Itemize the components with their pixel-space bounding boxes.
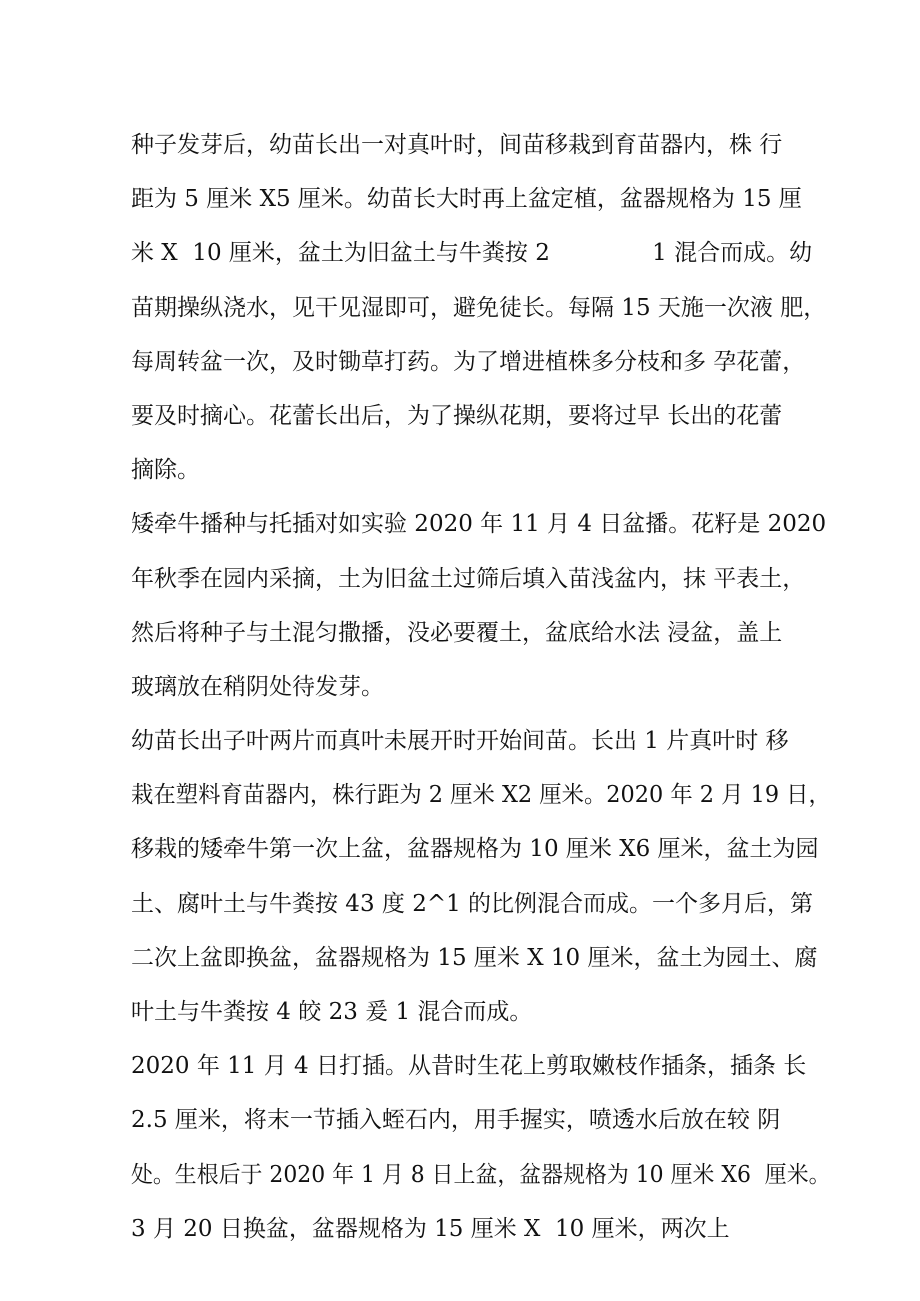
line-text: 距为 5 厘米 X5 厘米。幼苗长大时再上盆定植，盆器规格为 15 厘	[131, 186, 802, 213]
text-line	[131, 877, 831, 931]
line-text: 苗期操纵浇水，见干见湿即可，避免徒长。每隔 15 天施一次液 肥，	[131, 294, 827, 321]
line-text: 叶土与牛粪按 4 皎 23 爰 1 混合而成。	[131, 999, 533, 1025]
line-text: 土、腐叶土与牛粪按 43 度 2^1 的比例混合而成。一个多月后，第	[131, 890, 814, 917]
line-text: 栽在塑料育苗器内，株行距为 2 厘米 X2 厘米。2020 年 2 月 19 日，	[131, 782, 831, 809]
text-line	[131, 389, 831, 443]
text-line	[131, 822, 831, 876]
line-text: 移栽的矮牵牛第一次上盆，盆器规格为 10 厘米 X6 厘米，盆土为园	[131, 836, 819, 863]
text-line	[131, 931, 831, 985]
text-line	[131, 443, 831, 497]
line-text: 摘除。	[131, 457, 200, 484]
text-line	[131, 281, 831, 335]
line-text: 3 月 20 日换盆，盆器规格为 15 厘米 X 10 厘米，两次上	[131, 1215, 730, 1242]
line-text: 每周转盆一次，及时锄草打药。为了增进植株多分枝和多 孕花蕾，	[131, 348, 806, 375]
line-text: 2020 年 11 月 4 日打插。从昔时生花上剪取嫩枝作插条，插条 长	[131, 1053, 807, 1080]
line-text: 处。生根后于 2020 年 1 月 8 日上盆，盆器规格为 10 厘米 X6 厘米。	[131, 1161, 831, 1188]
line-text: 米 X 10 厘米，盆土为旧盆土与牛粪按 2 1 混合而成。幼	[131, 240, 813, 267]
text-line	[131, 660, 831, 714]
text-line	[131, 714, 831, 768]
line-text: 要及时摘心。花蕾长出后，为了操纵花期，要将过早 长出的花蕾	[131, 402, 783, 429]
text-line	[131, 172, 831, 226]
text-line	[131, 985, 831, 1039]
line-text: 然后将种子与土混匀撒播，没必要覆土，盆底给水法 浸盆，盖上	[131, 619, 783, 646]
text-line	[131, 1202, 831, 1256]
text-line	[131, 226, 831, 280]
line-text: 二次上盆即换盆，盆器规格为 15 厘米 X 10 厘米，盆土为园土、腐	[131, 944, 818, 971]
text-line	[131, 1148, 831, 1202]
text-line	[131, 497, 831, 551]
text-line	[131, 768, 831, 822]
line-text: 玻璃放在稍阴处待发芽。	[131, 673, 384, 700]
text-line	[131, 335, 831, 389]
line-text: 幼苗长出子叶两片而真叶未展开时开始间苗。长出 1 片真叶时 移	[131, 728, 789, 755]
line-text: 矮牵牛播种与托插对如实验 2020 年 11 月 4 日盆播。花籽是 2020	[131, 511, 827, 538]
line-text: 年秋季在园内采摘，土为旧盆土过筛后填入苗浅盆内，抹 平表土，	[131, 565, 806, 592]
text-line	[131, 552, 831, 606]
text-line	[131, 1039, 831, 1093]
body-text	[131, 118, 831, 1256]
line-text: 2.5 厘米，将末一节插入蛭石内，用手握实，喷透水后放在较 阴	[131, 1107, 781, 1134]
text-line	[131, 1093, 831, 1147]
text-line	[131, 118, 831, 172]
line-text: 种子发芽后，幼苗长出一对真叶时，间苗移栽到育苗器内，株 行	[131, 132, 783, 158]
text-line	[131, 606, 831, 660]
